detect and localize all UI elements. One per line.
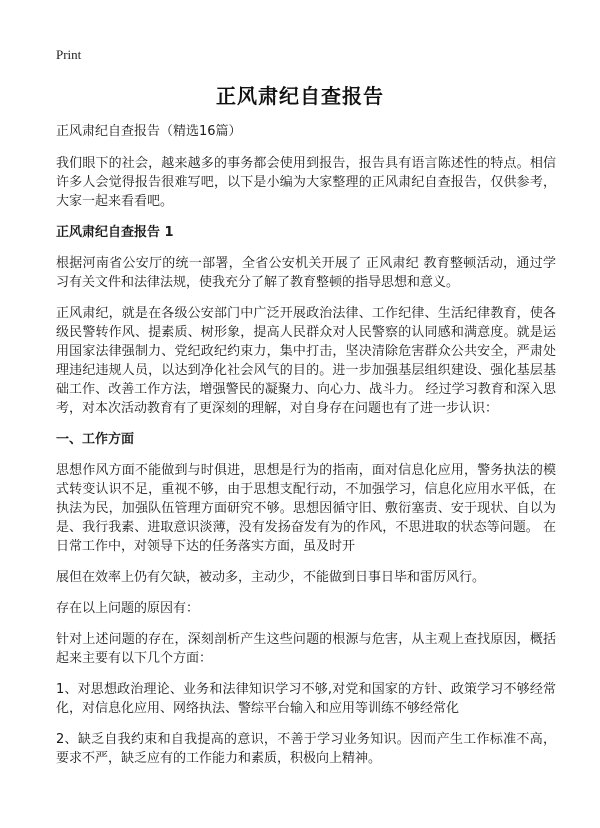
document-subtitle: 正风肃纪自查报告（精选16篇） (56, 124, 242, 139)
paragraph-7: 1、对思想政治理论、业务和法律知识学习不够,对党和国家的方针、政策学习不够经常化，对信息化应用、网络执法、警综平台输入和应用等训练不够经常化 (56, 682, 556, 716)
paragraph-2: 正风肃纪，就是在各级公安部门中广泛开展政治法律、工作纪律、生活纪律教育，使各级民警转作风、提素质、树形象，提高人民群众对人民警察的认同感和满意度。就是运用国家法律强制力、党纪政纪约束力，集中打击，坚决清除危害群众公共安全，严肃处理违纪违规人员，以达到净化社会风气的目的。进一步加强基层组织建设、强化基层基础工作、改善工作方法，增强警民的凝聚力、向心力、战斗力。 经过学习教育和深入思考，对本次活动教育有了更深刻的理解，对自身存在问题也有了进一步认识： (56, 306, 556, 416)
work-aspect-heading: 一、工作方面 (56, 432, 135, 447)
paragraph-4: 展但在效率上仍有欠缺，被动多，主动少，不能做到日事日毕和雷厉风行。 (56, 570, 486, 585)
print-label: Print (56, 47, 82, 62)
paragraph-1: 根据河南省公安厅的统一部署，全省公安机关开展了 正风肃纪 教育整顿活动，通过学习有关文件和法律法规，使我充分了解了教育整顿的指导思想和意义。 (56, 256, 556, 290)
intro-paragraph: 我们眼下的社会，越来越多的事务都会使用到报告，报告具有语言陈述性的特点。相信许多人会觉得报告很难写吧，以下是小编为大家整理的正风肃纪自查报告，仅供参考，大家一起来看看吧。 (56, 156, 556, 209)
page-title: 正风肃纪自查报告 (216, 84, 384, 108)
paragraph-5: 存在以上问题的原因有： (56, 601, 200, 616)
section-heading: 正风肃纪自查报告 1 (56, 225, 174, 240)
document-body (56, 122, 556, 780)
paragraph-8: 2、缺乏自我约束和自我提高的意识，不善于学习业务知识。因而产生工作标准不高，要求不严，缺乏应有的工作能力和素质，积极向上精神。 (56, 732, 556, 766)
paragraph-6: 针对上述问题的存在，深刻剖析产生这些问题的根源与危害，从主观上查找原因，概括起来主要有以下几个方面： (56, 632, 556, 666)
paragraph-3: 思想作风方面不能做到与时俱进，思想是行为的指南，面对信息化应用，警务执法的模式转变认识不足，重视不够，由于思想支配行动，不加强学习，信息化应用水平低，在执法为民，加强队伍管理方面研究不够。思想因循守旧、敷衍塞责、安于现状、自以为是、我行我素、进取意识淡薄，没有发扬奋发有为的作风，不思进取的状态等问题。 在日常工作中，对领导下达的任务落实方面，虽及时开 (56, 463, 556, 554)
